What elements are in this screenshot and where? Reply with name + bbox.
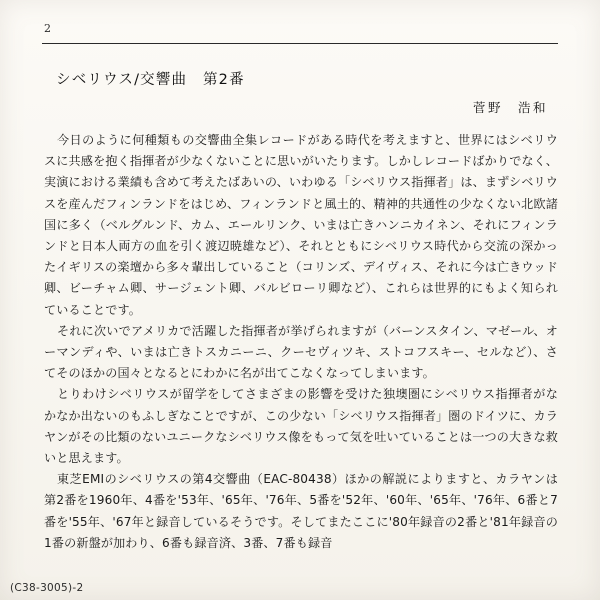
paragraph: とりわけシベリウスが留学をしてさまざまの影響を受けた独墺圏にシベリウス指揮者がなかなか出ないのもふしぎなことですが、この少ない「シベリウス指揮者」圏のドイツに、カラヤンがその比類のないユニークなシベリウス像をもって気を吐いていることは一つの大きな救いと思えます。 xyxy=(44,387,558,466)
paragraph: それに次いでアメリカで活躍した指揮者が挙げられますが（バーンスタイン、マゼール、オーマンディや、いまは亡きトスカニーニ、クーセヴィツキ、ストコフスキー、セルなど）、さてそのほかの国々となるとにわかに名が出てこなくなってしまいます。 xyxy=(44,323,558,381)
paragraph: 東芝EMIのシベリウスの第4交響曲（EAC-80438）ほかの解説によりますと、カラヤンは第2番を1960年、4番を'53年、'65年、'76年、5番を'52年、'60年、'65年、'76年、6番と7番を'55年、'67年と録音しているそうです。そしてまたここに'80年録音の2番と'81年録音の1番の新盤が加わり、6番も録音済、3番、7番も録音 xyxy=(44,472,558,550)
footer-catalog-code: (C38-3005)-2 xyxy=(10,582,84,594)
paragraph: 今日のように何種類もの交響曲全集レコードがある時代を考えますと、世界にはシベリウスに共感を抱く指揮者が少なくないことに思いがいたります。しかしレコードばかりでなく、実演における業績も含めて考えたばあいの、いわゆる「シベリウス指揮者」は、まずシベリウスを産んだフィンランドをはじめ、フィンランドと風土的、精神的共通性の少なくない北欧諸国に多く（ベルグルンド、カム、エールリンク、いまは亡きハンニカイネン、それにフィンランドと日本人両方の血を引く渡辺暁雄など）、それとともにシベリウス時代から交流の深かったイギリスの楽壇から多々輩出していること（コリンズ、デイヴィス、それに今は亡きウッド卿、ビーチャム卿、サージェント卿、バルビローリ卿など）、これらは世界的にもよく知られていることです。 xyxy=(44,133,558,317)
article-author: 菅野 浩和 xyxy=(472,100,548,115)
article-body xyxy=(44,130,558,554)
article-title: シベリウス/交響曲 第2番 xyxy=(56,72,245,88)
header-divider xyxy=(42,43,558,44)
page-number: 2 xyxy=(44,22,52,35)
